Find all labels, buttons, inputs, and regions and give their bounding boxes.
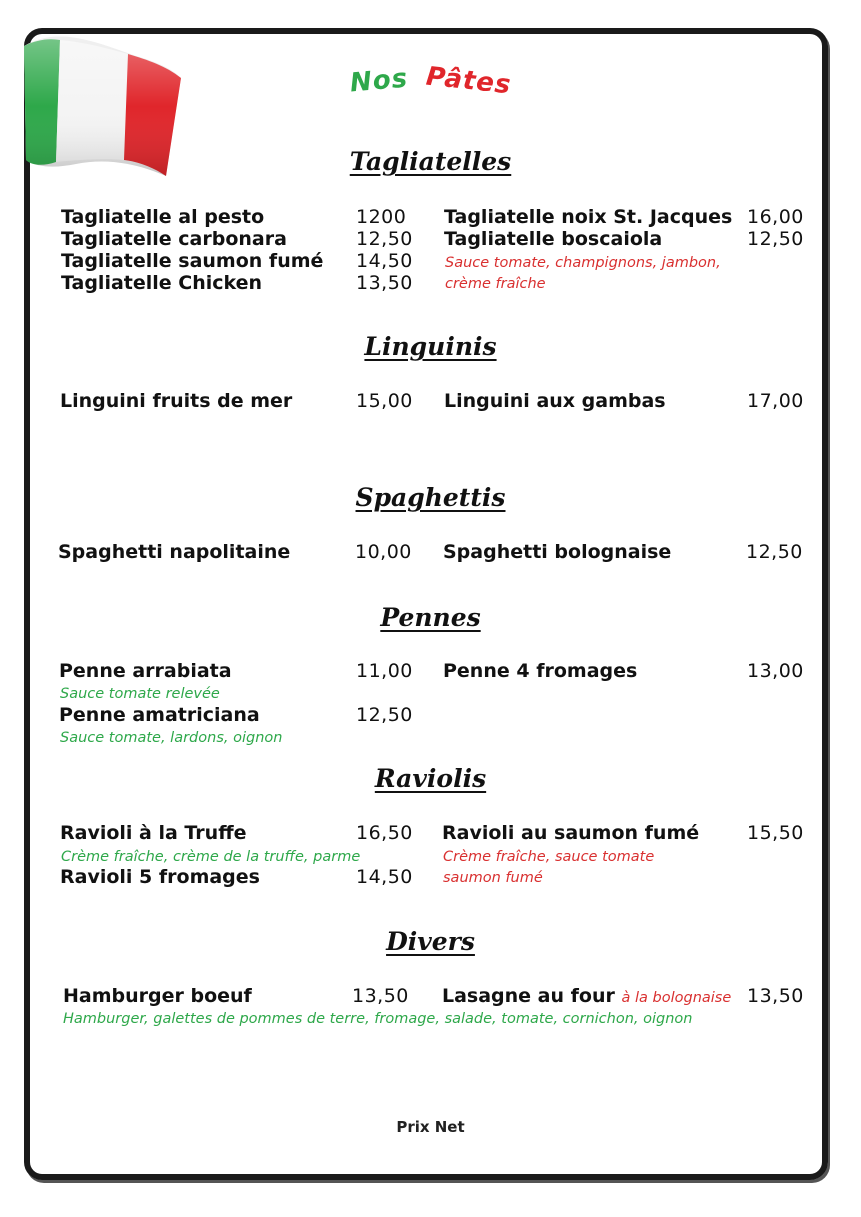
menu-item-price: 14,50 [356,866,413,888]
menu-item-name: Ravioli 5 fromages [60,866,260,888]
footer-note: Prix Net [396,1118,465,1136]
menu-item-price: 12,50 [356,228,413,250]
menu-item-name: Penne 4 fromages [443,660,638,682]
menu-item-name-text: Lasagne au four [442,985,615,1007]
menu-item-name: Tagliatelle boscaiola [444,228,663,250]
menu-item-price: 16,50 [356,822,413,844]
menu-item-price: 10,00 [355,541,412,563]
menu-item-price: 15,00 [356,390,413,412]
menu-item-description: crème fraîche [445,276,546,292]
menu-item-name: Spaghetti napolitaine [58,541,291,563]
menu-item-name: Penne arrabiata [59,660,232,682]
menu-item-name: Ravioli à la Truffe [60,822,247,844]
menu-item-name: Spaghetti bolognaise [443,541,672,563]
menu-item-price: 17,00 [747,390,804,412]
section-title-divers: Divers [386,927,475,956]
menu-item-description: Sauce tomate, champignons, jambon, [445,255,721,271]
menu-item-price: 14,50 [356,250,413,272]
menu-item-price: 12,50 [356,704,413,726]
menu-item-name: Linguini fruits de mer [60,390,293,412]
menu-item-description: Hamburger, galettes de pommes de terre, fromage, salade, tomate, cornichon, oignon [63,1011,693,1027]
menu-item-description: Crème fraîche, crème de la truffe, parme [61,849,361,865]
page-title-word-2: Pâtes [424,61,513,101]
menu-item-price: 13,50 [356,272,413,294]
menu-item-price: 13,00 [747,660,804,682]
menu-item-name: Linguini aux gambas [444,390,666,412]
menu-item-name: Tagliatelle al pesto [61,206,265,228]
menu-item-description: saumon fumé [443,870,543,886]
section-title-pennes: Pennes [380,603,481,632]
menu-item-name: Hamburger boeuf [63,985,252,1007]
section-title-spaghettis: Spaghettis [355,483,506,512]
page-title-word-1: Nos [348,63,409,99]
menu-item-price: 15,50 [747,822,804,844]
section-title-linguinis: Linguinis [364,332,497,361]
menu-item-price: 1200 [356,206,407,228]
menu-item-name [442,985,731,1009]
menu-item-description: Sauce tomate relevée [60,686,220,702]
section-title-raviolis: Raviolis [374,764,487,793]
menu-item-name: Penne amatriciana [59,704,260,726]
menu-item-description: Crème fraîche, sauce tomate [443,849,655,865]
menu-item-name: Tagliatelle Chicken [61,272,263,294]
menu-item-price: 11,00 [356,660,413,682]
menu-item-price: 12,50 [747,228,804,250]
menu-item-price: 13,50 [747,985,804,1007]
menu-item-name: Tagliatelle noix St. Jacques [444,206,733,228]
menu-item-price: 12,50 [746,541,803,563]
menu-item-price: 16,00 [747,206,804,228]
page-title [0,61,861,101]
menu-item-description: Sauce tomate, lardons, oignon [60,730,283,746]
section-title-tagliatelles: Tagliatelles [349,147,512,176]
menu-item-price: 13,50 [352,985,409,1007]
menu-item-name: Tagliatelle saumon fumé [61,250,324,272]
menu-item-name: Ravioli au saumon fumé [442,822,700,844]
menu-item-name: Tagliatelle carbonara [61,228,287,250]
menu-item-inline-description: à la bolognaise [621,990,732,1006]
